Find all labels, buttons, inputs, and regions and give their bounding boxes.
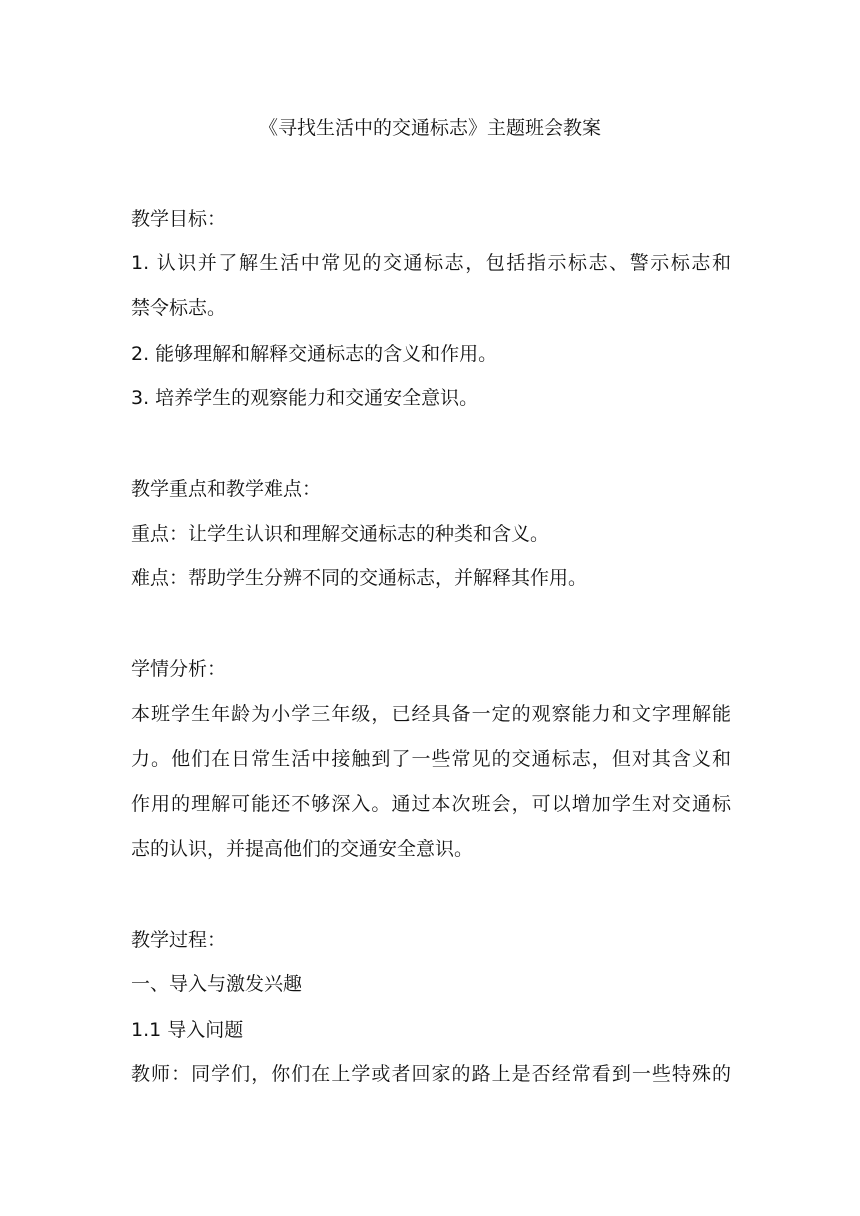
objectives-heading: 教学目标： bbox=[131, 208, 227, 230]
teacher-dialogue-line-1: 教师：同学们，你们在上学或者回家的路上是否经常看到一些特殊的 bbox=[131, 1063, 731, 1085]
analysis-heading: 学情分析： bbox=[131, 658, 227, 680]
key-point-difficulty: 难点：帮助学生分辨不同的交通标志，并解释其作用。 bbox=[131, 567, 588, 589]
key-point-focus: 重点：让学生认识和理解交通标志的种类和含义。 bbox=[131, 523, 550, 545]
analysis-line-4: 志的认识，并提高他们的交通安全意识。 bbox=[131, 838, 474, 860]
process-section-1: 一、导入与激发兴趣 bbox=[131, 973, 303, 995]
analysis-line-2: 力。他们在日常生活中接触到了一些常见的交通标志，但对其含义和 bbox=[131, 748, 731, 770]
process-heading: 教学过程： bbox=[131, 929, 227, 951]
objective-item-2: 2. 能够理解和解释交通标志的含义和作用。 bbox=[131, 343, 498, 365]
objective-item-1-line-2: 禁令标志。 bbox=[131, 297, 227, 319]
objective-item-1-line-1: 1. 认识并了解生活中常见的交通标志，包括指示标志、警示标志和 bbox=[131, 252, 731, 274]
process-subsection-1-1: 1.1 导入问题 bbox=[131, 1019, 244, 1041]
objective-item-3: 3. 培养学生的观察能力和交通安全意识。 bbox=[131, 387, 479, 409]
document-title: 《寻找生活中的交通标志》主题班会教案 bbox=[258, 117, 601, 139]
analysis-line-1: 本班学生年龄为小学三年级，已经具备一定的观察能力和文字理解能 bbox=[131, 703, 731, 725]
analysis-line-3: 作用的理解可能还不够深入。通过本次班会，可以增加学生对交通标 bbox=[131, 793, 731, 815]
key-points-heading: 教学重点和教学难点： bbox=[131, 478, 322, 500]
